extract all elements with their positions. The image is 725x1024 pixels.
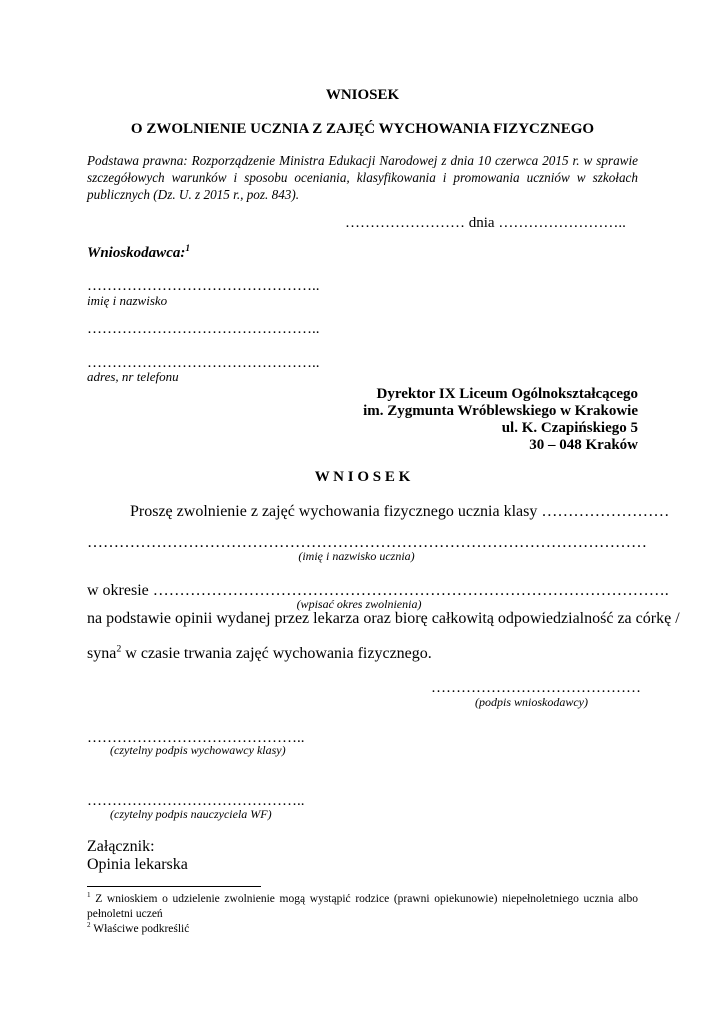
applicant-address-caption: adres, nr telefonu xyxy=(87,369,179,384)
applicant-name-line: ……………………………………….. xyxy=(87,278,320,294)
footnote-ref-2: 2 xyxy=(116,643,122,655)
footnote-2-mark: 2 xyxy=(87,921,91,930)
recipient-line-1: Dyrektor IX Liceum Ogólnokształcącego xyxy=(376,386,638,402)
attachment-label: Załącznik: xyxy=(87,838,155,855)
footnote-1-mark: 1 xyxy=(87,891,91,900)
request-heading: W N I O S E K xyxy=(314,469,411,485)
footnote-2-text: Właściwe podkreślić xyxy=(90,923,190,935)
period-caption: (wpisać okres zwolnienia) xyxy=(296,597,422,611)
footnote-separator xyxy=(87,886,261,887)
applicant-signature-line: …………………………………… xyxy=(431,680,641,696)
applicant-label-text: Wnioskodawca: xyxy=(87,245,186,261)
attachment-item: Opinia lekarska xyxy=(87,856,188,873)
statement-line-1: na podstawie opinii wydanej przez lekarza oraz biorę całkowitą odpowiedzialność za córkę / xyxy=(87,610,680,627)
statement-line-2-end: w czasie trwania zajęć wychowania fizycznego. xyxy=(121,645,432,662)
pe-teacher-signature-line: …………………………………….. xyxy=(87,793,305,809)
pe-teacher-signature-caption: (czytelny podpis nauczyciela WF) xyxy=(110,807,272,821)
homeroom-teacher-signature-line: …………………………………….. xyxy=(87,730,305,746)
homeroom-teacher-signature-caption: (czytelny podpis wychowawcy klasy) xyxy=(110,743,286,757)
footnote-1-text: Z wnioskiem o udzielenie zwolnienie mogą wystąpić rodzice (prawni opiekunowie) niepełnoletniego ucznia albo pełnoletni uczeń xyxy=(87,893,638,920)
legal-basis: Podstawa prawna: Rozporządzenie Ministra Edukacji Narodowej z dnia 10 czerwca 2015 r. w sprawie szczegółowych warunków i sposobu oceniania, klasyfikowania i promowania uczniów w szkołach publicznych (Dz. U. z 2015 r., poz. 843). xyxy=(87,153,638,202)
document-subtitle: O ZWOLNIENIE UCZNIA Z ZAJĘĆ WYCHOWANIA FIZYCZNEGO xyxy=(130,121,595,137)
footnote-2 xyxy=(87,922,638,937)
applicant-signature-caption: (podpis wnioskodawcy) xyxy=(475,695,588,709)
recipient-line-2: im. Zygmunta Wróblewskiego w Krakowie xyxy=(363,403,638,419)
applicant-name-caption: imię i nazwisko xyxy=(87,293,168,308)
student-name-caption: (imię i nazwisko ucznia) xyxy=(298,549,415,563)
applicant-address-line-1: ……………………………………….. xyxy=(87,321,320,337)
statement-line-2-start: syna xyxy=(87,645,117,662)
footnote-1 xyxy=(87,892,638,922)
document-title: WNIOSEK xyxy=(325,87,400,103)
applicant-address-line-2: ……………………………………….. xyxy=(87,355,320,371)
student-name-line: …………………………………………………………………………………………… xyxy=(87,534,647,551)
recipient-line-3: ul. K. Czapińskiego 5 xyxy=(501,420,638,436)
statement-line-2 xyxy=(87,645,432,663)
applicant-label xyxy=(87,245,190,262)
place-date-field: …………………… dnia …………………….. xyxy=(345,215,626,231)
request-class-line: Proszę zwolnienie z zajęć wychowania fizycznego ucznia klasy …………………… xyxy=(130,503,670,520)
recipient-line-4: 30 – 048 Kraków xyxy=(529,437,638,453)
period-line: w okresie ……………………………………………………………………………………. xyxy=(87,582,669,599)
footnote-ref-1: 1 xyxy=(185,244,190,254)
